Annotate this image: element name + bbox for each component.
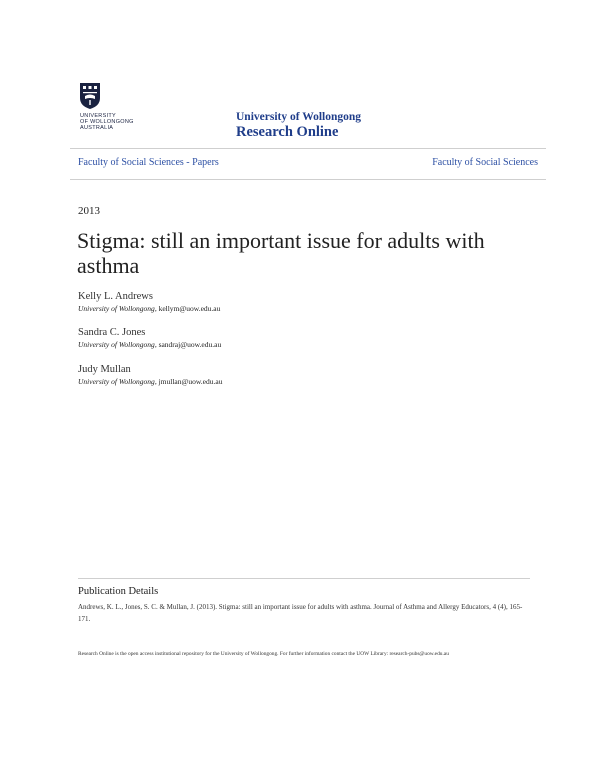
repository-footer: Research Online is the open access institutional repository for the University of Wollongong. For further information contact the UOW Library: research-pubs@uow.edu.au [78,651,449,657]
institution-name[interactable]: University of Wollongong [236,111,362,123]
repository-title[interactable]: Research Online [236,124,339,140]
affiliation-name: University of Wollongong [78,304,155,313]
wordmark-line: AUSTRALIA [80,125,114,132]
author-name[interactable]: Judy Mullan [78,364,131,375]
paper-title: Stigma: still an important issue for adults with asthma [77,228,485,278]
wordmark-line: OF WOLLONGONG [80,119,134,126]
author-name[interactable]: Kelly L. Andrews [78,291,153,302]
author-name[interactable]: Sandra C. Jones [78,327,146,338]
affiliation-name: University of Wollongong [78,377,155,386]
author-affiliation: University of Wollongong, kellym@uow.edu.au [78,304,221,313]
nav-bottom-divider [70,179,546,180]
university-wordmark [80,113,134,132]
author-email[interactable]: jmullan@uow.edu.au [158,377,223,386]
author-affiliation: University of Wollongong, jmullan@uow.edu.au [78,377,223,386]
university-logo[interactable] [76,82,166,138]
publication-year: 2013 [78,205,100,217]
affiliation-name: University of Wollongong [78,340,155,349]
faculty-link[interactable]: Faculty of Social Sciences [432,157,538,168]
repository-name[interactable] [236,110,361,141]
faculty-papers-link[interactable]: Faculty of Social Sciences - Papers [78,157,219,168]
nav-top-divider [70,148,546,149]
crest-icon [79,82,101,110]
author-entry [78,326,221,350]
author-affiliation: University of Wollongong, sandraj@uow.edu.au [78,340,222,349]
publication-citation: Andrews, K. L., Jones, S. C. & Mullan, J. (2013). Stigma: still an important issue for adults with asthma. Journal of Asthma and Allergy Educators, 4 (4), 165-171. [78,603,523,623]
author-entry [78,290,220,314]
publication-details-heading: Publication Details [78,586,159,597]
author-entry [78,363,222,387]
publication-divider [78,578,530,579]
author-email[interactable]: sandraj@uow.edu.au [158,340,222,349]
author-email[interactable]: kellym@uow.edu.au [158,304,221,313]
wordmark-line: UNIVERSITY [80,113,117,119]
